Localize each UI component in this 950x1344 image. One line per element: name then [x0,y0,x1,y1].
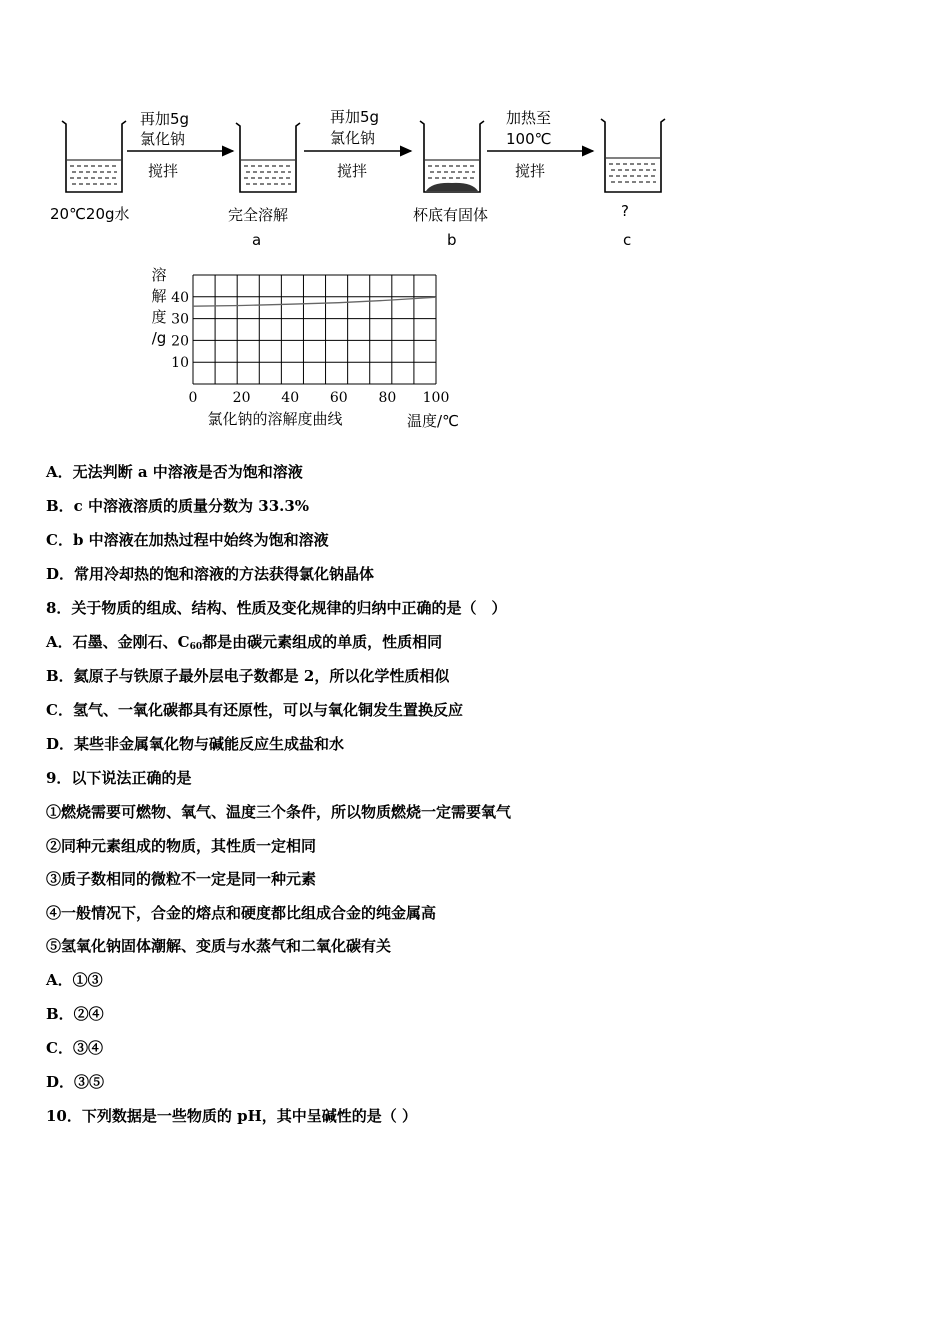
q9-stem: 9．以下说法正确的是 [46,769,192,787]
chart-title: 氯化钠的溶解度曲线 [207,410,343,428]
y-axis-label-char: 解 [151,287,167,305]
q9-option-d: D．③⑤ [46,1073,105,1091]
q10-stem: 10．下列数据是一些物质的 pH，其中呈碱性的是（ ） [46,1107,417,1125]
y-axis-label-char: /g [151,329,167,347]
beaker-initial [62,121,126,192]
beaker-b [420,121,484,192]
step1-top: 再加5g [140,110,190,128]
beaker-c [601,119,665,192]
q9-option-c: C．③④ [46,1039,103,1057]
label-a: 完全溶解 [228,206,289,224]
q9-statement-5: ⑤氢氧化钠固体潮解、变质与水蒸气和二氧化碳有关 [46,937,392,955]
x-tick-label: 100 [422,390,450,406]
q8a-sub: 60 [189,642,203,652]
beaker-a [236,123,300,192]
y-axis-label-char: 溶 [151,266,167,284]
label-initial: 20℃20g水 [50,205,130,223]
q7-option-b: B．c 中溶液溶质的质量分数为 33.3% [46,497,310,515]
x-axis-label: 温度/℃ [407,412,459,430]
step3-top: 加热至 [506,109,552,127]
undissolved-solid [426,183,478,191]
q8-stem: 8．关于物质的组成、结构、性质及变化规律的归纳中正确的是（ ） [46,599,507,617]
q9-option-a: A．①③ [46,971,103,989]
y-axis-label-char: 度 [151,308,167,326]
q8a-pre: A．石墨、金刚石、C [46,633,190,651]
step1-line2: 氯化钠 [140,130,186,148]
y-tick-label: 20 [171,333,189,350]
x-tick-label: 80 [378,390,397,406]
letter-b: b [447,231,457,249]
q7-option-a: A．无法判断 a 中溶液是否为饱和溶液 [46,463,303,481]
solubility-curve [193,297,436,306]
q9-option-b: B．②④ [46,1005,104,1023]
step3-below: 搅拌 [515,162,546,180]
x-tick-label: 40 [281,390,300,406]
q8-option-d: D．某些非金属氧化物与碱能反应生成盐和水 [46,735,345,753]
q9-statement-2: ②同种元素组成的物质，其性质一定相同 [46,837,317,855]
step2-line2: 氯化钠 [330,129,376,147]
solubility-chart [140,262,480,437]
x-tick-label: 60 [329,390,348,406]
q9-statement-1: ①燃烧需要可燃物、氧气、温度三个条件，所以物质燃烧一定需要氧气 [46,803,512,821]
q8-option-a [46,631,442,652]
q9-statement-3: ③质子数相同的微粒不一定是同一种元素 [46,870,317,888]
q9-statement-4: ④一般情况下，合金的熔点和硬度都比组成合金的纯金属高 [46,904,437,922]
step2-top: 再加5g [330,108,380,126]
step1-below: 搅拌 [148,162,179,180]
label-c: ? [621,202,629,220]
y-tick-label: 30 [171,311,189,328]
x-tick-label: 20 [232,390,251,406]
q8-option-c: C．氢气、一氧化碳都具有还原性，可以与氧化铜发生置换反应 [46,701,463,719]
letter-c: c [623,231,632,249]
q8a-post: 都是由碳元素组成的单质，性质相同 [202,633,443,651]
q7-option-d: D．常用冷却热的饱和溶液的方法获得氯化钠晶体 [46,565,375,583]
y-tick-label: 10 [171,355,189,372]
q8-option-b: B．氦原子与铁原子最外层电子数都是 2，所以化学性质相似 [46,667,450,685]
letter-a: a [252,231,262,249]
x-tick-label: 0 [188,390,198,406]
step3-line2: 100℃ [506,130,552,148]
y-tick-label: 40 [171,289,189,306]
step2-below: 搅拌 [337,162,368,180]
label-b: 杯底有固体 [413,206,489,224]
q7-option-c: C．b 中溶液在加热过程中始终为饱和溶液 [46,531,329,549]
